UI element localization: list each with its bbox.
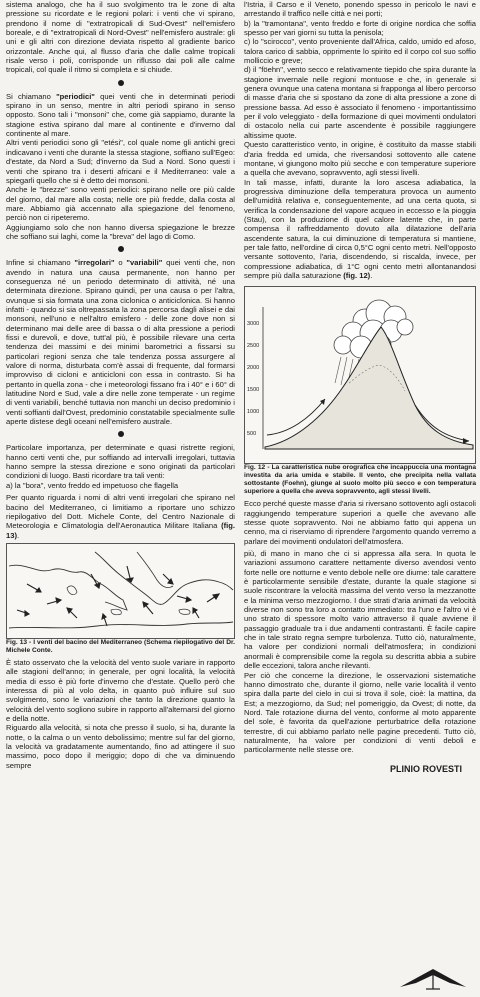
figure-13-mediterranean-map [6,543,235,639]
paragraph: Riguardo alla velocità, si nota che presso il suolo, si ha, durante la notte, o la calma o un vento debolissimo; mentre sul far del giorno, la velocità va gradatamente aumentando, fino ad attingere il suo massimo, poco dopo il meriggio; dopo di che va diminuendo sempre [6,723,235,770]
paragraph [6,258,235,426]
paragraph: c) lo "scirocco", vento proveniente dall'Africa, caldo, umido ed afoso, talora carico di sabbia, opprimente lo spirito ed il corpo col suo soffio molliccio e greve; [244,37,476,66]
altitude-label: 3000 [247,321,260,328]
paragraph: d) il "föehn", vento secco e relativamente tiepido che spira durante la stagione invernale nelle regioni montuose e che, in generale si genera ovunque una catena montana si frapponga al libero percorso di masse d'aria che si spostano da zone di alta pressione a zone di pressione bassa. Ad esso è associato il fenomeno - importantissimo per il volo veleggiato - della formazione di quei movimenti ondulatori di ostacolo nella cui parte ascendente è possibile raggiungere altissime quote. [244,65,476,140]
figure-12-caption: Fig. 12 - La caratteristica nube orografica che incappuccia una montagna investita da aria umida e stabile. Il vento, che precipita nella vallata sottostante (Foehn), giunge al suolo molto più secco e con temperatura superiore a quella che aveva sopravvento, agli stessi livelli. [244,464,476,496]
paragraph: Ecco perché queste masse d'aria si riversano sottovento agli ostacoli raggiungendo temperature superiori a quelle che avevano alle stesse quote sopravvento. Noi ne abbiamo fatto qui appena un cenno, ma ci riserviamo di riprendere l'argomento quando verremo a parlare dei movimenti ondulatori dell'atmosfera. [244,499,476,546]
altitude-label: 1000 [247,409,260,416]
figure-12-foehn-diagram [244,286,476,464]
paragraph [244,178,476,281]
paragraph: Anche le "brezze" sono venti periodici: spirano nelle ore più calde del giorno, dal mare alla costa; nelle ore più fredde, dalla costa al mare. Abbiamo già accennato alla spiegazione del fenomeno, perciò non ci ripeteremo. [6,185,235,223]
term-periodici: "periodici" [56,91,95,101]
right-column [244,0,476,774]
section-bullet [118,431,124,437]
text-run: o [114,258,127,268]
paragraph: Per ciò che concerne la direzione, le osservazioni sistematiche hanno dimostrato che, durante il giorno, nelle varie località il vento spira dalla parte del cielo in cui si trova il sole, cioè: la mattina, da Est; a mezzogiorno, da Sud; nel pomeriggio, da Ovest; di notte, da Nord. Tale rotazione diurna del vento, conforme al moto apparente del sole, è favorita da quell'azione perturbatrice della rotazione terrestre, di cui abbiamo parlato nelle pagine precedenti. Tutto ciò, naturalmente, ha valore per condizioni di venti deboli e particolarmente nelle stesse ore. [244,670,476,755]
mediterranean-map-illustration [7,544,234,638]
paragraph: È stato osservato che la velocità del vento suole variare in rapporto alle stagioni dell'anno; in generale, per ogni località, la velocità media di esso è più forte d'inverno che d'estate. Quello però che interessa di più al volo delta, in quanto può influire sul suo svolgimento, sono le variazioni che tanto la direzione quanto la velocità del vento sogliono subire in rapporto all'alternarsi del giorno e della notte. [6,657,235,723]
text-run: Si chiamano [6,91,57,101]
section-bullet [118,246,124,252]
figure-reference: (fig. 12) [343,270,371,280]
altitude-label: 1500 [247,387,260,394]
term-variabili: "variabili" [126,258,163,268]
paragraph [6,92,235,139]
figure-13-caption: Fig. 13 - I venti del bacino del Mediterraneo (Schema riepilogativo del Dr. Michele Conte. [6,638,235,654]
term-irregolari: "irregolari" [74,258,115,268]
text-run: quei venti che in determinati periodi spirano in un senso, mentre in altri periodi spirano in senso opposto. Sono tali i "monsoni" che, come già sappiamo, durante la stagione estiva spirano dal mare al continente e d'inverno dal continente al mare. [6,91,235,139]
text-run: Infine si chiamano [6,258,75,268]
altitude-label: 500 [247,431,257,438]
paragraph: sistema analogo, che ha il suo svolgimento tra le zone di alta pressione su ricordate e le regioni polari: i venti che vi spirano, prendono il nome di "extratropicali di Sud-Ovest" nell'emisfero boreale, e di "extratropicali di Nord-Ovest" nell'emisfero australe: gli uni e gli altri con direzione deviata rispetto al gradiente barico orizzontale. Anche qui, al flusso d'aria che dalle calme tropicali risale verso i poli, corrisponde un riflusso dai poli alle calme tropicali, col quale il ritmo si completa e si chiude. [6,0,235,75]
paragraph: a) la "bora", vento freddo ed impetuoso che flagella [6,480,179,490]
paragraph: b) la "tramontana", vento freddo e forte di origine nordica che soffia spesso per vari giorni su tutta la penisola; [244,18,476,38]
text-run: . [370,270,373,280]
hang-glider-logo-icon [398,965,468,991]
left-column [6,0,235,770]
section-bullet [118,80,124,86]
paragraph: Questo caratteristico vento, in origine, è costituito da masse stabili d'aria fredda ed umida, che riversandosi sottovento alle catene montane, vi giungono molto più secche e con temperature superiore a quella che avevano, sopravvento, agli stessi livelli. [244,140,476,178]
paragraph: l'Istria, il Carso e il Veneto, ponendo spesso in pericolo le navi e arrestando il traffico nelle città e nei porti; [244,0,476,19]
figure-reference: (fig. 13) [6,521,235,540]
paragraph [6,493,235,540]
text-run: In tali masse, infatti, durante la loro ascesa adiabatica, la progressiva diminuzione della temperatura provoca un aumento dell'umidità relativa e, conseguentemente, ad una certa quota, si verifica la condensazione del vapore acqueo in eccesso e la pioggia (Stau), con la produzione di quel calore latente che, in parte compensa il raffreddamento dovuto alla dilatazione dell'aria ascendente satura, la cui diminuzione di temperatura si mantiene, per tale fatto, nell'ordine di circa 0,5°C ogni cento metri. Nell'opposto versante sottovento, l'aria, discendendo, si riscalda, invece, per compressione adiabatica, di 1°C ogni cento metri allontanandosi sempre più dalla saturazione [244,177,476,280]
text-run: Per quanto riguarda i nomi di altri venti irregolari che spirano nel bacino del Mediterraneo, ci limitiamo a riportare uno schizzo riepilogativo del Dott. Michele Conte, del Centro Nazionale di Meteorologia e Climatologia dell'Aeronautica Militare Italiana [6,493,235,531]
paragraph: Aggiungiamo solo che non hanno diversa spiegazione le brezze che soffiano sui laghi, come la "breva" del lago di Como. [6,222,235,241]
text-run: quei venti che, non avendo in natura una causa permanente, non hanno per conseguenza né un periodo determinato di attività, né una determinata direzione. Spirano quindi, per una causa o per l'altra, ovunque si sia formata una zona ciclonica o anticiclonica. Si hanno infatti - quando si sia oltrepassata la zona percorsa dagli alisei e dai monsoni, nell'uno e nell'altro emisfero - delle zone dove non si determinano mai delle aree di bassa o di alta pressione a periodi fissi e durevoli, e dove, tutt'al più, è possibile rilevare una certa tendenza dei massimi e dei minimi barometrici a fissarsi su particolari regioni senza che tale tendenza possa assurgere al valore di norma, disturbata com'è assai di frequente, dal formarsi improvviso di cicloni e anticicloni con essa in contrasto. Si ha pertanto in quella zona - che i meteorologi fissano fra i 40° e i 60° di latitudine Nord e Sud, vale a dire nelle zone temperate - un regime di venti variabili, benché tuttavia non manchi un deciso predominio i venti soffianti dall'Ovest, predominio constatabile specialmente sulle aperte distese degli oceani nell'emisfero australe. [6,258,235,427]
altitude-label: 2000 [247,365,260,372]
text-run: . [16,530,20,540]
author-signature: PLINIO ROVESTI [389,763,462,774]
paragraph: Particolare importanza, per determinate e quasi ristrette regioni, hanno certi venti che, pur soffiando ad intervalli irregolari, tuttavia hanno sempre la stessa direzione e sono originati da particolari condizioni di luogo. Basti ricordare tra tali venti: [6,443,235,481]
altitude-label: 2500 [247,343,260,350]
paragraph: più, di mano in mano che ci si appressa alla sera. In quota le variazioni assumono carattere nettamente diverso avendosi vento forte nelle ore notturne e vento debole nelle ore diurne: tale carattere è particolarmente sensibile d'estate, durante la quale stagione si suole riscontrare la velocità massima del vento verso la mezzanotte e la minima verso mezzogiorno. I due strati d'aria animati da velocità diverse non sono tra loro a contatto immediato: tra l'uno e l'altro vi è uno strato di spessore molto vario attraverso il quale avviene il passaggio graduale tra i due andamenti contrastanti. È facile capire che in tale strato regna sempre turbolenza. Tutto ciò, naturalmente, ha valore per condizioni normali dell'atmosfera; in condizioni anormali è comprensibile come la regola su descritta abbia a subire delle eccezioni, talora anche rilevanti. [244,549,476,671]
foehn-mountain-illustration [245,287,475,463]
paragraph: Altri venti periodici sono gli "etési", col quale nome gli antichi greci indicavano i venti che durante la stessa stagione, soffiano sull'Egeo: d'estate, da Nord a Sud; d'inverno da Sud a Nord. Sono questi i venti che spirano tra i deserti africani e il Mediterraneo: vale a spiegarli quello che si è detto dei monsoni. [6,138,235,185]
